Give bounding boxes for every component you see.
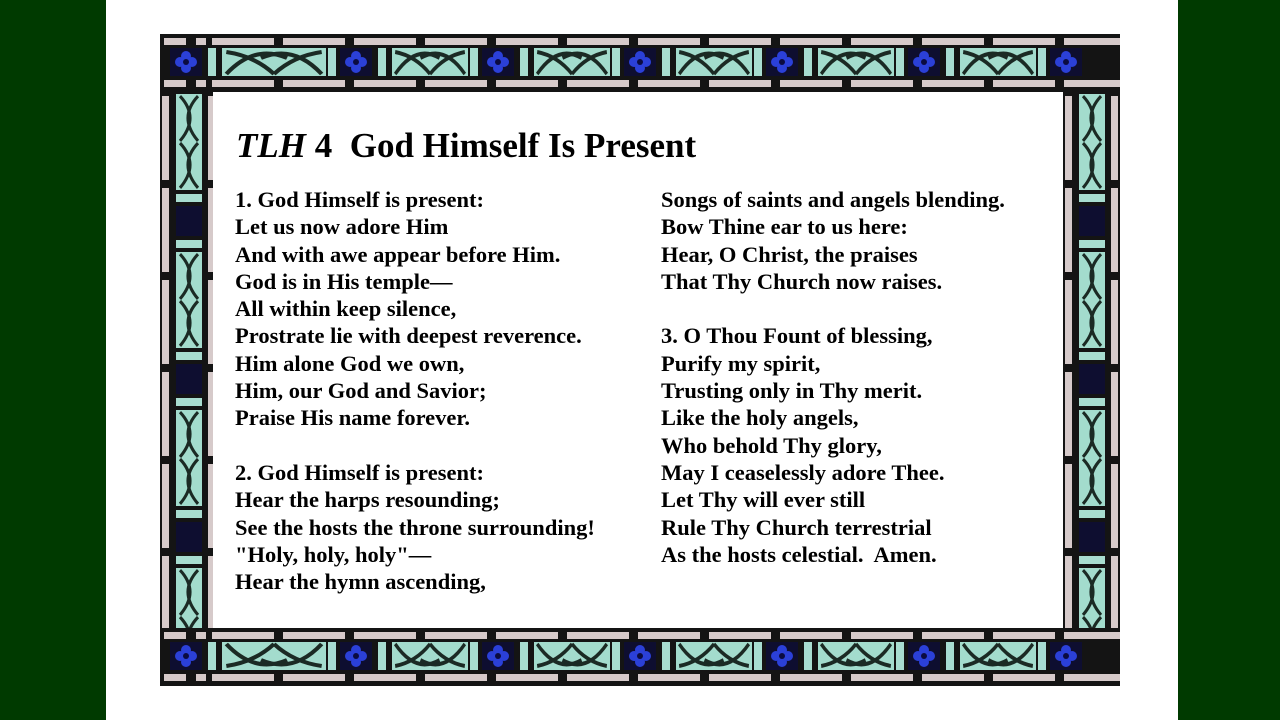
verse-line: Praise His name forever.	[235, 405, 470, 431]
verse-line: 1. God Himself is present:	[235, 187, 484, 212]
verse-line: As the hosts celestial. Amen.	[661, 541, 937, 567]
verse-line: 3. O Thou Fount of blessing,	[661, 323, 933, 349]
verse-line: Let us now adore Him	[235, 214, 449, 240]
stanza	[235, 459, 595, 595]
rose-glass-strip	[162, 556, 169, 628]
teal-leaf-icon	[676, 642, 752, 670]
hymn-name: God Himself Is Present	[349, 126, 697, 165]
verse-column-right	[661, 186, 1005, 568]
teal-leaf-icon	[818, 642, 894, 670]
blue-flower-icon	[771, 645, 793, 667]
rose-glass-strip	[1111, 96, 1118, 180]
rose-glass-strip	[1065, 96, 1072, 180]
stanza	[235, 186, 595, 432]
rose-glass-strip	[1065, 556, 1072, 628]
teal-leaf-icon	[1079, 252, 1105, 348]
rose-glass-strip	[160, 674, 1120, 681]
teal-leaf-icon	[534, 48, 610, 76]
hymnal-abbreviation: TLH	[236, 126, 306, 165]
hymn-number: 4	[314, 126, 333, 165]
rose-glass-strip	[162, 372, 169, 456]
verse-line: "Holy, holy, holy"—	[235, 541, 432, 567]
teal-leaf-icon	[222, 642, 326, 670]
verse-line: Hear the harps resounding;	[235, 487, 500, 513]
verse-line: Trusting only in Thy merit.	[661, 378, 923, 404]
rose-glass-strip	[1065, 188, 1072, 272]
verse-line: 2. God Himself is present:	[235, 459, 484, 485]
teal-leaf-icon	[676, 48, 752, 76]
stained-glass-frame	[160, 34, 1120, 686]
teal-leaf-icon	[1079, 568, 1105, 628]
teal-leaf-icon	[176, 568, 202, 628]
frame-right-column	[1063, 92, 1119, 628]
stanza	[661, 186, 1005, 295]
rose-glass-strip	[162, 464, 169, 548]
blue-flower-icon	[629, 51, 651, 73]
right-green-bar	[1178, 0, 1280, 720]
verse-line: Let Thy will ever still	[661, 487, 866, 513]
blue-flower-icon	[487, 645, 509, 667]
rose-glass-strip	[1065, 464, 1072, 548]
verse-line: Him, our God and Savior;	[235, 378, 487, 404]
blue-flower-icon	[345, 645, 367, 667]
verse-line: And with awe appear before Him.	[235, 241, 561, 267]
rose-glass-strip	[1065, 372, 1072, 456]
rose-glass-strip	[1111, 372, 1118, 456]
left-green-bar	[0, 0, 106, 720]
verse-line: May I ceaselessly adore Thee.	[661, 459, 945, 485]
rose-glass-strip	[162, 188, 169, 272]
verse-line: That Thy Church now raises.	[661, 268, 943, 294]
verse-line: See the hosts the throne surrounding!	[235, 514, 595, 540]
teal-leaf-icon	[176, 252, 202, 348]
teal-leaf-icon	[1079, 410, 1105, 506]
teal-leaf-icon	[534, 642, 610, 670]
blue-flower-icon	[345, 51, 367, 73]
rose-glass-strip	[1111, 556, 1118, 628]
rose-glass-strip	[1111, 188, 1118, 272]
blue-flower-icon	[175, 51, 197, 73]
rose-glass-strip	[160, 38, 1120, 45]
teal-leaf-icon	[222, 48, 326, 76]
verse-line: Who behold Thy glory,	[661, 432, 882, 458]
rose-glass-strip	[1111, 280, 1118, 364]
verse-line: Hear the hymn ascending,	[235, 569, 486, 595]
stanza-gap	[235, 432, 595, 459]
rose-glass-strip	[160, 632, 1120, 639]
teal-leaf-icon	[960, 642, 1036, 670]
blue-flower-icon	[1055, 645, 1077, 667]
frame-bottom-band	[160, 628, 1120, 686]
frame-top-band	[160, 34, 1120, 92]
rose-glass-strip	[162, 280, 169, 364]
rose-glass-strip	[160, 80, 1120, 87]
blue-flower-icon	[1055, 51, 1077, 73]
verse-column-left	[235, 186, 595, 595]
stanza	[661, 322, 1005, 568]
teal-leaf-icon	[392, 642, 468, 670]
verse-line: Prostrate lie with deepest reverence.	[235, 323, 582, 349]
verse-line: Like the holy angels,	[661, 405, 859, 431]
blue-flower-icon	[629, 645, 651, 667]
verse-line: Rule Thy Church terrestrial	[661, 514, 932, 540]
teal-leaf-icon	[960, 48, 1036, 76]
stanza-gap	[661, 295, 1005, 322]
blue-flower-icon	[771, 51, 793, 73]
teal-leaf-icon	[1079, 94, 1105, 190]
verse-line: Songs of saints and angels blending.	[661, 187, 1005, 212]
rose-glass-strip	[1111, 464, 1118, 548]
blue-flower-icon	[175, 645, 197, 667]
rose-glass-strip	[162, 96, 169, 180]
verse-line: Hear, O Christ, the praises	[661, 241, 918, 267]
frame-left-column	[160, 92, 216, 628]
teal-leaf-icon	[176, 410, 202, 506]
rose-glass-strip	[1065, 280, 1072, 364]
teal-leaf-icon	[176, 94, 202, 190]
hymn-panel	[213, 92, 1063, 628]
verse-line: Him alone God we own,	[235, 350, 465, 376]
teal-leaf-icon	[818, 48, 894, 76]
verse-line: Purify my spirit,	[661, 350, 821, 376]
teal-leaf-icon	[392, 48, 468, 76]
blue-flower-icon	[913, 51, 935, 73]
verse-line: All within keep silence,	[235, 296, 457, 322]
blue-flower-icon	[913, 645, 935, 667]
verse-line: Bow Thine ear to us here:	[661, 214, 908, 240]
blue-flower-icon	[487, 51, 509, 73]
verse-line: God is in His temple—	[235, 268, 453, 294]
hymn-title	[236, 126, 696, 166]
